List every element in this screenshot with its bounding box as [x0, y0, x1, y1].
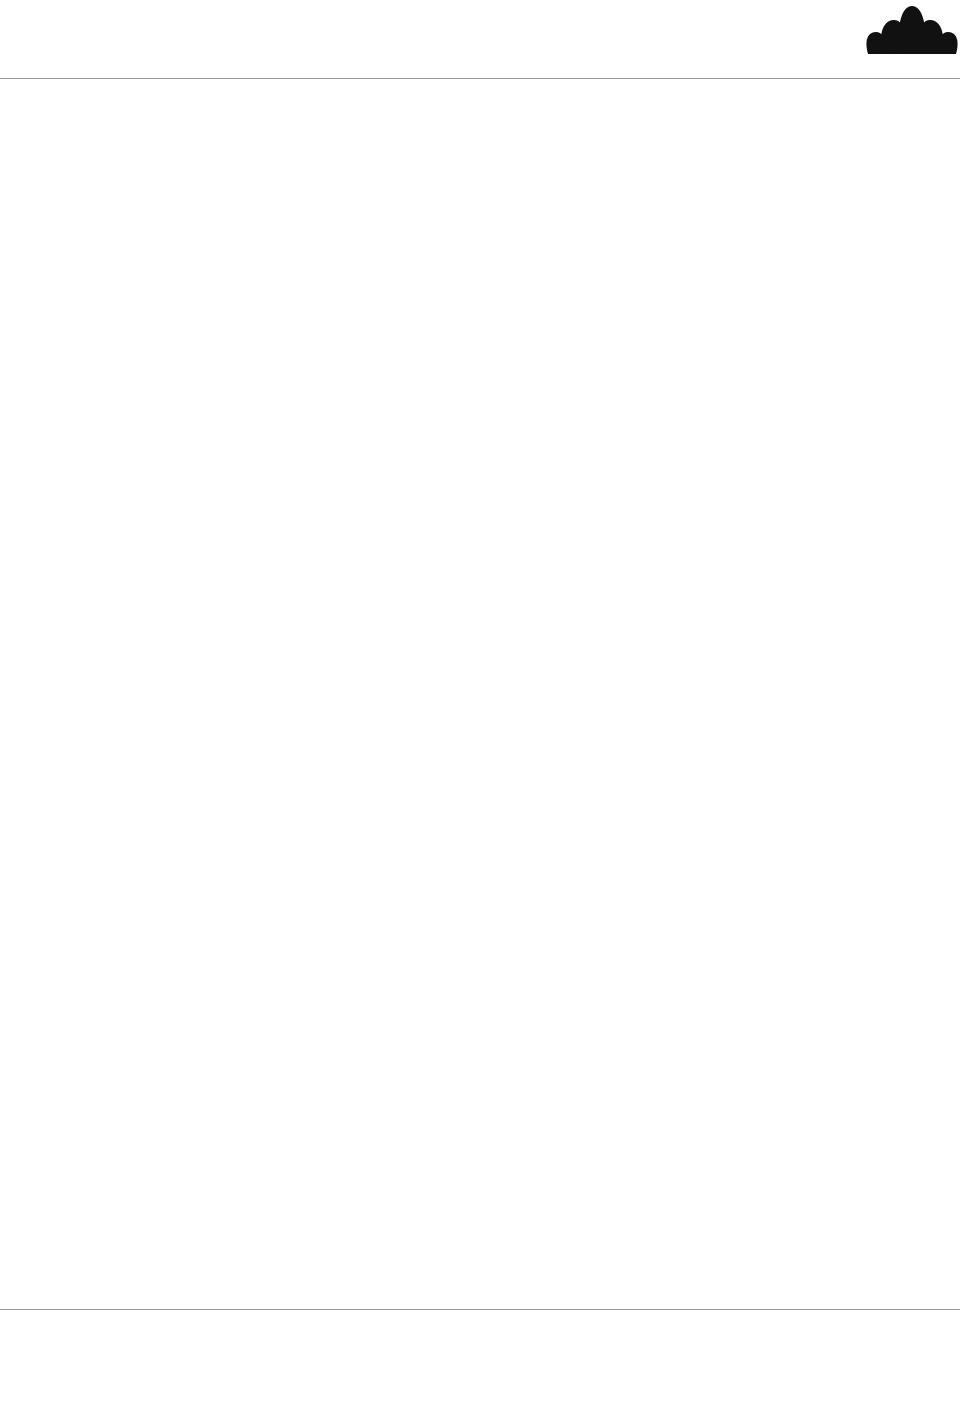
- bottom-rule: [0, 1309, 960, 1310]
